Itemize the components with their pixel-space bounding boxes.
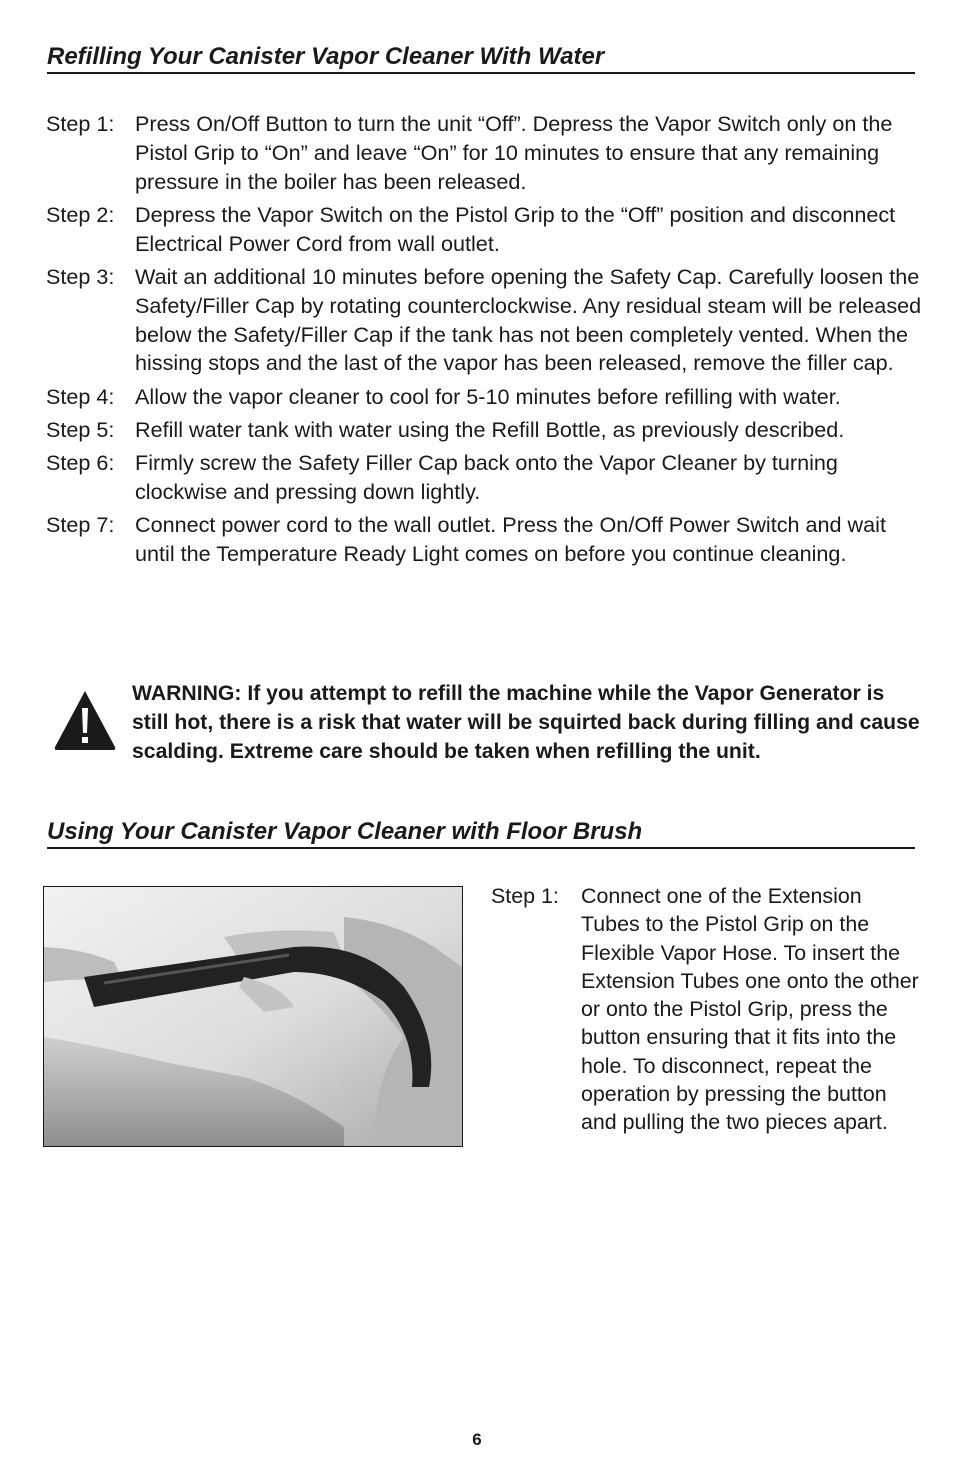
warning-text: WARNING: If you attempt to refill the machine while the Vapor Generator is still hot, there is a risk that water will be squirted back during filling and cause scalding. Extreme care should be taken when refilling the unit. xyxy=(132,682,920,763)
refill-step-6 xyxy=(46,449,922,507)
step-label: Step 1: xyxy=(46,111,115,136)
step-label: Step 2: xyxy=(46,201,115,227)
page-number: 6 xyxy=(472,1430,482,1449)
step-text: Depress the Vapor Switch on the Pistol Grip to the “Off” position and disconnect Electrical Power Cord from wall outlet. xyxy=(135,201,896,256)
step-text: Firmly screw the Safety Filler Cap back onto the Vapor Cleaner by turning clockwise and pressing down lightly. xyxy=(135,450,838,505)
step-label: Step 5: xyxy=(46,416,115,442)
step-text: Press On/Off Button to turn the unit “Off”. Depress the Vapor Switch only on the Pistol Grip to “On” and leave “On” for 10 minutes to ensure that any remaining pressure in the boiler has been released. xyxy=(135,111,893,194)
section-title-refilling: Refilling Your Canister Vapor Cleaner With Water xyxy=(47,43,915,74)
refill-step-1 xyxy=(46,110,922,196)
warning-box xyxy=(52,679,922,766)
step-text: Allow the vapor cleaner to cool for 5-10 minutes before refilling with water. xyxy=(135,383,841,409)
step-text: Wait an additional 10 minutes before opening the Safety Cap. Carefully loosen the Safety/Filler Cap by rotating counterclockwise. Any residual steam will be released below the Safety/Filler Cap if the tank has not been completely vented. When the hissing stops and the last of the vapor has been released, remove the filler cap. xyxy=(135,263,922,376)
step-label: Step 4: xyxy=(46,383,115,409)
step-text: Connect power cord to the wall outlet. Press the On/Off Power Switch and wait until the Temperature Ready Light comes on before you continue cleaning. xyxy=(135,512,886,567)
step-label: Step 6: xyxy=(46,450,115,476)
floor-brush-step-1 xyxy=(491,882,921,1137)
floor-brush-steps xyxy=(491,882,921,1141)
step-label: Step 7: xyxy=(46,512,115,538)
refill-steps-list xyxy=(46,110,922,573)
refill-step-5 xyxy=(46,416,922,445)
warning-triangle-icon xyxy=(52,687,118,753)
step-label: Step 3: xyxy=(46,263,115,289)
step-label: Step 1: xyxy=(491,884,559,908)
step-text: Refill water tank with water using the Refill Bottle, as previously described. xyxy=(135,416,845,442)
refill-step-3 xyxy=(46,263,922,378)
refill-step-7 xyxy=(46,511,922,569)
hands-connecting-extension-tube-photo xyxy=(43,886,463,1147)
refill-step-2 xyxy=(46,201,922,259)
refill-step-4 xyxy=(46,383,922,412)
section-title-floor-brush: Using Your Canister Vapor Cleaner with Floor Brush xyxy=(47,818,915,849)
step-text: Connect one of the Extension Tubes to the Pistol Grip on the Flexible Vapor Hose. To insert the Extension Tubes one onto the other or onto the Pistol Grip, press the button ensuring that it fits into the hole. To disconnect, repeat the operation by pressing the button and pulling the two pieces apart. xyxy=(581,884,919,1135)
